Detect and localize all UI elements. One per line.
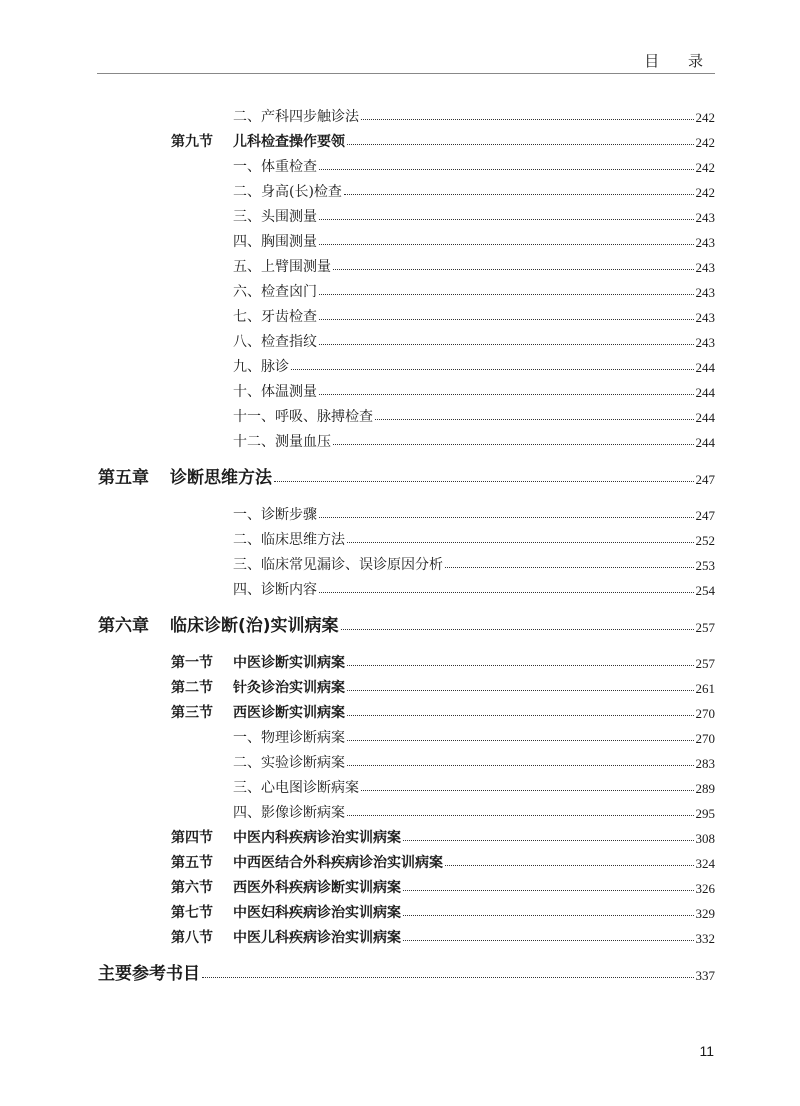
toc-entry-label: [233, 777, 359, 797]
dot-leader: [319, 169, 694, 170]
toc-entry-title: 六、检查囟门: [233, 284, 317, 300]
dot-leader: [319, 219, 694, 220]
toc-page-number: 243: [695, 285, 715, 300]
dot-leader: [202, 977, 694, 978]
toc-entry-title: 一、物理诊断病案: [233, 730, 345, 746]
toc-page-number: 247: [695, 508, 715, 523]
toc-entry-label: [171, 652, 345, 672]
toc-entry-label: [233, 752, 345, 772]
dot-leader: [319, 517, 694, 518]
toc-entry-label: [171, 877, 401, 897]
toc-item[interactable]: [233, 800, 715, 822]
toc-section[interactable]: [171, 650, 715, 672]
toc-section[interactable]: [171, 925, 715, 947]
dot-leader: [319, 294, 694, 295]
toc-entry-label: [233, 381, 317, 401]
page-header-title: 目 录: [644, 52, 715, 70]
toc-entry-label: [233, 331, 317, 351]
toc-entry-title: 五、上臂围测量: [233, 259, 331, 275]
toc-entry-label: [171, 827, 401, 847]
dot-leader: [375, 419, 694, 420]
toc-chapter[interactable]: [98, 614, 715, 636]
toc-item[interactable]: [233, 104, 715, 126]
toc-section[interactable]: [171, 825, 715, 847]
toc-item[interactable]: [233, 179, 715, 201]
toc-entry-number: 第五节: [171, 855, 213, 871]
toc-entry-title: 中医诊断实训病案: [233, 655, 345, 671]
toc-entry-title: 三、头围测量: [233, 209, 317, 225]
toc-section[interactable]: [171, 700, 715, 722]
toc-item[interactable]: [233, 577, 715, 599]
toc-item[interactable]: [233, 725, 715, 747]
toc-entry-title: 临床诊断(治)实训病案: [170, 616, 339, 636]
toc-item[interactable]: [233, 204, 715, 226]
toc-entry-title: 儿科检查操作要领: [233, 134, 345, 150]
toc-entry-title: 十二、测量血压: [233, 434, 331, 450]
toc-item[interactable]: [233, 354, 715, 376]
toc-entry-label: [171, 927, 401, 947]
toc-item[interactable]: [233, 154, 715, 176]
toc-section[interactable]: [171, 129, 715, 151]
toc-page-number: 244: [695, 385, 715, 400]
dot-leader: [403, 915, 694, 916]
toc-entry-number: 第五章: [98, 468, 149, 488]
toc-page-number: 243: [695, 335, 715, 350]
toc-entry-label: [98, 611, 339, 636]
toc-page-number: 324: [695, 856, 715, 871]
toc-page-number: 242: [695, 110, 715, 125]
toc-entry-title: 十一、呼吸、脉搏检查: [233, 409, 373, 425]
toc-item[interactable]: [233, 329, 715, 351]
dot-leader: [319, 344, 694, 345]
toc-page-number: 283: [695, 756, 715, 771]
toc-entry-label: [233, 306, 317, 326]
toc-entry-title: 一、诊断步骤: [233, 507, 317, 523]
toc-entry-number: 主要参考书目: [98, 964, 200, 984]
toc-entry-title: 西医诊断实训病案: [233, 705, 345, 721]
toc-entry-label: [233, 802, 345, 822]
toc-entry-label: [233, 281, 317, 301]
toc-entry-number: 第七节: [171, 905, 213, 921]
toc-page-number: 337: [695, 968, 715, 983]
dot-leader: [344, 194, 694, 195]
toc-item[interactable]: [233, 502, 715, 524]
toc-chapter[interactable]: [98, 962, 715, 984]
toc-chapter[interactable]: [98, 466, 715, 488]
toc-page-number: 332: [695, 931, 715, 946]
toc-entry-label: [233, 579, 317, 599]
toc-page-number: 247: [695, 472, 715, 487]
toc-entry-title: 八、检查指纹: [233, 334, 317, 350]
toc-section[interactable]: [171, 875, 715, 897]
toc-entry-title: 中医儿科疾病诊治实训病案: [233, 930, 401, 946]
dot-leader: [274, 481, 694, 482]
toc-entry-title: 三、心电图诊断病案: [233, 780, 359, 796]
toc-item[interactable]: [233, 429, 715, 451]
toc-page-number: 244: [695, 360, 715, 375]
toc-section[interactable]: [171, 675, 715, 697]
toc-entry-label: [233, 554, 443, 574]
dot-leader: [403, 890, 694, 891]
toc-entry-title: 中西医结合外科疾病诊治实训病案: [233, 855, 443, 871]
toc-page-number: 252: [695, 533, 715, 548]
toc-page-number: 270: [695, 706, 715, 721]
toc-entry-label: [233, 504, 317, 524]
toc-entry-title: 一、体重检查: [233, 159, 317, 175]
toc-page-number: 261: [695, 681, 715, 696]
toc-entry-title: 七、牙齿检查: [233, 309, 317, 325]
dot-leader: [347, 765, 694, 766]
toc-item[interactable]: [233, 304, 715, 326]
toc-item[interactable]: [233, 552, 715, 574]
toc-entry-title: 中医内科疾病诊治实训病案: [233, 830, 401, 846]
dot-leader: [347, 740, 694, 741]
toc-entry-number: 第六节: [171, 880, 213, 896]
toc-entry-title: 四、影像诊断病案: [233, 805, 345, 821]
toc-entry-title: 二、实验诊断病案: [233, 755, 345, 771]
toc-entry-number: 第四节: [171, 830, 213, 846]
toc-entry-title: 诊断思维方法: [170, 468, 272, 488]
toc-item[interactable]: [233, 229, 715, 251]
toc-page-number: 257: [695, 656, 715, 671]
toc-page-number: 243: [695, 310, 715, 325]
dot-leader: [445, 567, 694, 568]
toc-entry-label: [233, 431, 331, 451]
toc-page-number: 254: [695, 583, 715, 598]
toc-item[interactable]: [233, 404, 715, 426]
toc-page-number: 289: [695, 781, 715, 796]
toc-entry-label: [233, 256, 331, 276]
dot-leader: [347, 665, 694, 666]
toc-item[interactable]: [233, 254, 715, 276]
toc-entry-title: 针灸诊治实训病案: [233, 680, 345, 696]
toc-page-number: 329: [695, 906, 715, 921]
dot-leader: [341, 629, 694, 630]
toc-page-number: 243: [695, 210, 715, 225]
toc-entry-number: 第二节: [171, 680, 213, 696]
toc-entry-number: 第三节: [171, 705, 213, 721]
dot-leader: [319, 592, 694, 593]
dot-leader: [403, 840, 694, 841]
toc-entry-label: [233, 529, 345, 549]
dot-leader: [291, 369, 694, 370]
toc-page-number: 242: [695, 160, 715, 175]
toc-entry-title: 九、脉诊: [233, 359, 289, 375]
dot-leader: [347, 542, 694, 543]
toc-entry-title: 十、体温测量: [233, 384, 317, 400]
toc-entry-label: [233, 406, 373, 426]
dot-leader: [445, 865, 694, 866]
toc-entry-label: [171, 702, 345, 722]
toc-entry-label: [233, 231, 317, 251]
toc-entry-number: 第九节: [171, 134, 213, 150]
dot-leader: [361, 119, 694, 120]
dot-leader: [333, 444, 694, 445]
toc-page-number: 326: [695, 881, 715, 896]
toc-item[interactable]: [233, 775, 715, 797]
toc-page-number: 243: [695, 260, 715, 275]
dot-leader: [361, 790, 694, 791]
toc-page-number: 295: [695, 806, 715, 821]
toc-entry-label: [98, 959, 200, 984]
toc-page-number: 243: [695, 235, 715, 250]
toc-entry-label: [171, 902, 401, 922]
toc-entry-title: 四、胸围测量: [233, 234, 317, 250]
dot-leader: [347, 144, 694, 145]
dot-leader: [333, 269, 694, 270]
dot-leader: [347, 815, 694, 816]
dot-leader: [319, 394, 694, 395]
toc-page-number: 242: [695, 185, 715, 200]
toc-entry-number: 第六章: [98, 616, 149, 636]
toc-entry-title: 三、临床常见漏诊、误诊原因分析: [233, 557, 443, 573]
dot-leader: [319, 244, 694, 245]
toc-page-number: 253: [695, 558, 715, 573]
toc-entry-title: 西医外科疾病诊断实训病案: [233, 880, 401, 896]
toc-item[interactable]: [233, 279, 715, 301]
dot-leader: [347, 690, 694, 691]
toc-page-number: 244: [695, 435, 715, 450]
toc-entry-label: [233, 727, 345, 747]
toc-item[interactable]: [233, 527, 715, 549]
toc-entry-title: 二、身高(长)检查: [233, 184, 342, 200]
toc-page-number: 242: [695, 135, 715, 150]
header-rule: [97, 73, 715, 74]
toc-page-number: 270: [695, 731, 715, 746]
toc-item[interactable]: [233, 750, 715, 772]
page-number: 11: [699, 1043, 714, 1059]
dot-leader: [403, 940, 694, 941]
toc-item[interactable]: [233, 379, 715, 401]
toc-entry-number: 第一节: [171, 655, 213, 671]
toc-entry-label: [171, 677, 345, 697]
toc-section[interactable]: [171, 850, 715, 872]
toc-entry-label: [171, 852, 443, 872]
toc-entry-label: [171, 131, 345, 151]
toc-entry-title: 四、诊断内容: [233, 582, 317, 598]
toc-entry-label: [233, 356, 289, 376]
toc-entry-label: [233, 206, 317, 226]
toc-entry-label: [233, 106, 359, 126]
toc-page-number: 257: [695, 620, 715, 635]
dot-leader: [319, 319, 694, 320]
toc-entry-number: 第八节: [171, 930, 213, 946]
toc-entry-title: 中医妇科疾病诊治实训病案: [233, 905, 401, 921]
toc-entry-title: 二、临床思维方法: [233, 532, 345, 548]
toc-entry-label: [233, 156, 317, 176]
toc-section[interactable]: [171, 900, 715, 922]
toc-page-number: 308: [695, 831, 715, 846]
toc-page-number: 244: [695, 410, 715, 425]
dot-leader: [347, 715, 694, 716]
toc-entry-label: [98, 463, 272, 488]
toc-entry-title: 二、产科四步触诊法: [233, 109, 359, 125]
toc-entry-label: [233, 181, 342, 201]
